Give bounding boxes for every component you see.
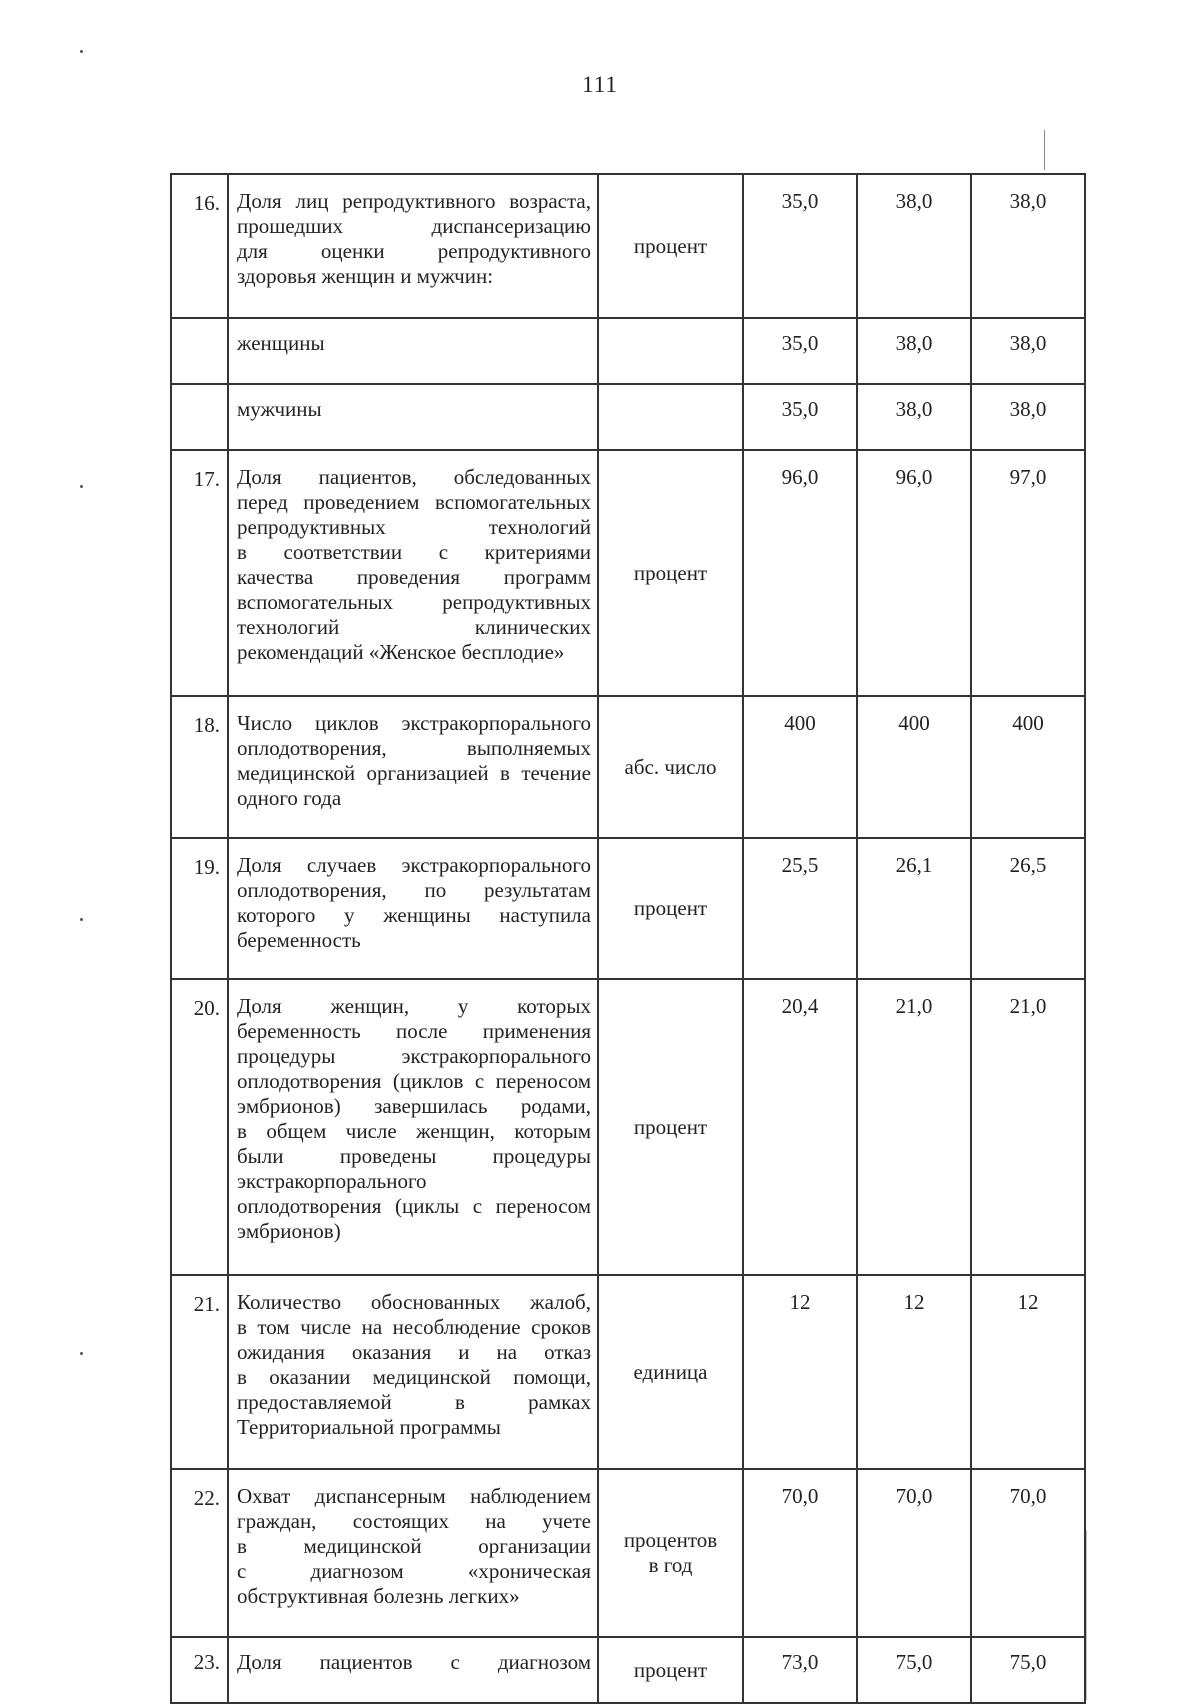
indicator-description [228,1637,598,1703]
indicator-description [228,174,598,318]
indicator-description [228,450,598,696]
indicator-description [228,1275,598,1469]
scan-mark [1086,1530,1087,1700]
description-line: для оценки репродуктивного [237,239,591,263]
unit-cell: процент [598,174,743,318]
page-number: 111 [582,72,618,97]
description-line: прошедших диспансеризацию [237,214,591,238]
description-line: Охват диспансерным наблюдением [237,1484,591,1508]
description-line: оплодотворения (циклов с переносом [237,1069,591,1093]
description-line: предоставляемой в рамках [237,1390,591,1414]
value-cell-2: 26,1 [857,838,971,979]
table-row [171,1469,1085,1637]
margin-dot [80,918,83,921]
description-line: рекомендаций «Женское бесплодие» [237,640,565,664]
value-cell-2: 38,0 [857,174,971,318]
description-line: Доля женщин, у которых [237,994,591,1018]
value-cell-1: 35,0 [743,174,857,318]
table-row [171,318,1085,384]
description-line: вспомогательных репродуктивных [237,590,591,614]
description-line: оплодотворения, по результатам [237,878,591,902]
indicator-table [170,173,1086,1704]
value-cell-3: 38,0 [971,384,1085,450]
indicator-description [228,838,598,979]
description-line: здоровья женщин и мужчин: [237,264,494,288]
value-cell-1: 25,5 [743,838,857,979]
value-cell-2: 96,0 [857,450,971,696]
margin-dot [80,485,83,488]
unit-cell: процент [598,838,743,979]
unit-cell: единица [598,1275,743,1469]
description-line: эмбрионов) [237,1219,341,1243]
row-number: 17. [171,450,228,696]
row-number [171,318,228,384]
table-row [171,450,1085,696]
value-cell-2: 38,0 [857,384,971,450]
indicator-description [228,1469,598,1637]
description-line: оплодотворения, выполняемых [237,736,591,760]
description-line: Территориальной программы [237,1415,501,1439]
value-cell-2: 21,0 [857,979,971,1275]
description-line: одного года [237,786,342,810]
table-row [171,1275,1085,1469]
description-line: Доля случаев экстракорпорального [237,853,591,877]
description-line: в оказании медицинской помощи, [237,1365,591,1389]
description-line: с диагнозом «хроническая [237,1559,591,1583]
table-row [171,979,1085,1275]
description-line: в медицинской организации [237,1534,591,1558]
table-row [171,838,1085,979]
value-cell-2: 400 [857,696,971,838]
description-line: обструктивная болезнь легких» [237,1584,520,1608]
table-row [171,174,1085,318]
value-cell-2: 70,0 [857,1469,971,1637]
description-line: ожидания оказания и на отказ [237,1340,591,1364]
unit-cell [598,318,743,384]
row-number [171,384,228,450]
margin-dot [80,1352,83,1355]
row-number: 20. [171,979,228,1275]
value-cell-3: 97,0 [971,450,1085,696]
description-line: Доля пациентов с диагнозом [237,1650,591,1674]
value-cell-3: 38,0 [971,318,1085,384]
value-cell-1: 12 [743,1275,857,1469]
row-number: 19. [171,838,228,979]
description-line: в общем числе женщин, которым [237,1119,591,1143]
value-cell-3: 38,0 [971,174,1085,318]
indicator-description [228,384,598,450]
value-cell-1: 400 [743,696,857,838]
description-line: беременность [237,928,361,952]
description-line: процедуры экстракорпорального [237,1044,591,1068]
indicator-description [228,318,598,384]
value-cell-3: 12 [971,1275,1085,1469]
value-cell-2: 38,0 [857,318,971,384]
description-line: медицинской организацией в течение [237,761,591,785]
unit-cell [598,384,743,450]
value-cell-3: 400 [971,696,1085,838]
row-number: 23. [171,1637,228,1703]
value-cell-1: 73,0 [743,1637,857,1703]
value-cell-1: 35,0 [743,318,857,384]
unit-cell: процент [598,1637,743,1703]
description-line: репродуктивных технологий [237,515,591,539]
description-line: мужчины [237,397,322,421]
value-cell-3: 70,0 [971,1469,1085,1637]
scan-mark [1044,130,1045,170]
value-cell-2: 12 [857,1275,971,1469]
row-number: 22. [171,1469,228,1637]
description-line: перед проведением вспомогательных [237,490,591,514]
description-line: технологий клинических [237,615,591,639]
description-line: которого у женщины наступила [237,903,591,927]
description-line: в том числе на несоблюдение сроков [237,1315,591,1339]
unit-cell: процент [598,979,743,1275]
description-line: были проведены процедуры [237,1144,591,1168]
unit-cell: абс. число [598,696,743,838]
description-line: беременность после применения [237,1019,591,1043]
table-row [171,384,1085,450]
description-line: Доля пациентов, обследованных [237,465,591,489]
value-cell-1: 20,4 [743,979,857,1275]
value-cell-1: 70,0 [743,1469,857,1637]
value-cell-1: 35,0 [743,384,857,450]
value-cell-2: 75,0 [857,1637,971,1703]
description-line: эмбрионов) завершилась родами, [237,1094,591,1118]
description-line: в соответствии с критериями [237,540,591,564]
value-cell-1: 96,0 [743,450,857,696]
description-line: Число циклов экстракорпорального [237,711,591,735]
description-line: экстракорпорального [237,1169,427,1193]
row-number: 21. [171,1275,228,1469]
description-line: женщины [237,331,325,355]
margin-dot [80,50,83,53]
table-row [171,696,1085,838]
value-cell-3: 75,0 [971,1637,1085,1703]
unit-cell: процент [598,450,743,696]
indicator-description [228,696,598,838]
description-line: граждан, состоящих на учете [237,1509,591,1533]
table-row [171,1637,1085,1703]
description-line: Количество обоснованных жалоб, [237,1290,591,1314]
row-number: 16. [171,174,228,318]
description-line: оплодотворения (циклы с переносом [237,1194,591,1218]
unit-cell: процентов в год [598,1469,743,1637]
indicator-description [228,979,598,1275]
description-line: качества проведения программ [237,565,591,589]
value-cell-3: 21,0 [971,979,1085,1275]
value-cell-3: 26,5 [971,838,1085,979]
description-line: Доля лиц репродуктивного возраста, [237,189,591,213]
row-number: 18. [171,696,228,838]
